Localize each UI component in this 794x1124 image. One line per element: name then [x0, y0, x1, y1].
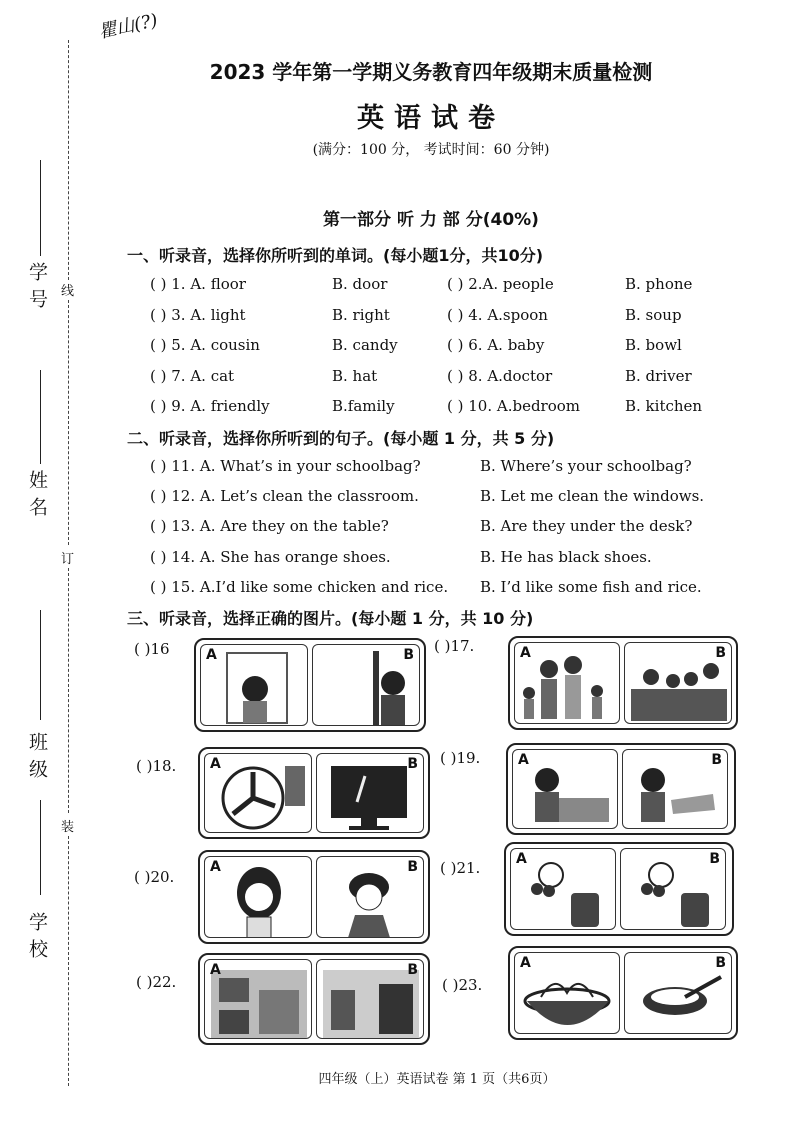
picture-pair-22	[198, 953, 430, 1045]
question-16: ( )16	[134, 640, 170, 658]
seal-dashed-line	[68, 836, 69, 1086]
school-line	[40, 800, 41, 895]
question-20: ( )20.	[134, 868, 175, 886]
word-question-7: ( ) 7. A. cat	[150, 366, 235, 385]
seal-char-line: 线	[61, 284, 75, 299]
word-question-4: ( ) 4. A.spoon	[447, 305, 548, 324]
picture-17-a[interactable]	[514, 642, 620, 724]
boy-at-door-picture	[201, 645, 308, 726]
sentence-question-12: ( ) 12. A. Let’s clean the classroom.	[150, 487, 419, 506]
option-b-label: B	[715, 645, 726, 661]
option-b-label: B	[709, 851, 720, 867]
seal-dashed-line	[68, 300, 69, 545]
school-label: 学校	[26, 912, 48, 966]
student-id-label: 学号	[26, 262, 48, 316]
option-b-label: B	[407, 962, 418, 978]
class-label: 班级	[26, 732, 48, 786]
section-two-title: 二、听录音，选择你所听到的句子。(每小题 1 分，共 5 分)	[127, 429, 555, 448]
picture-16-b[interactable]	[312, 644, 420, 726]
kitchen-room-picture	[205, 960, 312, 1039]
seal-char-order: 订	[61, 552, 75, 567]
picture-pair-20	[198, 850, 430, 944]
page-footer: 四年级（上）英语试卷 第 1 页（共6页）	[318, 1072, 556, 1087]
word-question-9: ( ) 9. A. friendly	[150, 397, 270, 415]
picture-pair-16	[194, 638, 426, 732]
sentence-option-b-11: B. Where’s your schoolbag?	[480, 457, 692, 475]
picture-17-b[interactable]	[624, 642, 732, 724]
word-option-b-9: B.family	[332, 397, 395, 415]
sentence-option-b-15: B. I’d like some fish and rice.	[480, 577, 702, 596]
word-option-b-4: B. soup	[625, 305, 682, 324]
picture-18-b[interactable]	[316, 753, 424, 833]
picture-21-a[interactable]	[510, 848, 616, 930]
option-a-label: A	[206, 647, 217, 663]
picture-23-b[interactable]	[624, 952, 732, 1034]
picture-19-a[interactable]	[512, 749, 618, 829]
option-b-label: B	[711, 752, 722, 768]
picture-pair-23	[508, 946, 738, 1040]
word-option-b-3: B. right	[332, 305, 390, 324]
word-question-5: ( ) 5. A. cousin	[150, 336, 260, 354]
picture-20-a[interactable]	[204, 856, 312, 938]
exam-title: 2023 学年第一学期义务教育四年级期末质量检测	[209, 60, 653, 84]
word-option-b-2: B. phone	[625, 275, 693, 293]
picture-22-a[interactable]	[204, 959, 312, 1039]
picture-19-b[interactable]	[622, 749, 728, 829]
option-a-label: A	[520, 955, 531, 971]
exam-info: (满分：100 分， 考试时间：60 分钟)	[312, 142, 550, 158]
option-b-label: B	[403, 647, 414, 663]
word-option-b-8: B. driver	[625, 366, 692, 385]
fan-picture	[205, 754, 312, 833]
picture-pair-18	[198, 747, 430, 839]
part-one-title: 第一部分 听 力 部 分(40%)	[323, 210, 539, 230]
sentence-question-15: ( ) 15. A.I’d like some chicken and rice.	[150, 577, 449, 596]
question-23: ( )23.	[442, 976, 483, 994]
picture-20-b[interactable]	[316, 856, 424, 938]
picture-pair-21	[504, 842, 734, 936]
picture-21-b[interactable]	[620, 848, 726, 930]
word-option-b-1: B. door	[332, 275, 388, 293]
subject-title: 英语试卷	[357, 103, 505, 134]
option-a-label: A	[210, 859, 221, 875]
question-18: ( )18.	[136, 757, 177, 775]
section-one-title: 一、听录音，选择你所听到的单词。(每小题1分，共10分)	[127, 246, 544, 265]
option-b-label: B	[715, 955, 726, 971]
word-question-6: ( ) 6. A. baby	[447, 336, 545, 354]
picture-pair-19	[506, 743, 736, 835]
seal-char-bind: 装	[61, 820, 75, 835]
seal-dashed-line	[68, 568, 69, 813]
option-a-label: A	[518, 752, 529, 768]
question-21: ( )21.	[440, 859, 481, 877]
picture-23-a[interactable]	[514, 952, 620, 1034]
section-three-title: 三、听录音，选择正确的图片。(每小题 1 分，共 10 分)	[127, 609, 534, 628]
option-a-label: A	[520, 645, 531, 661]
handwritten-signature: 瞿山(?)	[96, 9, 160, 43]
sentence-option-b-12: B. Let me clean the windows.	[480, 487, 705, 506]
sentence-question-14: ( ) 14. A. She has orange shoes.	[150, 547, 391, 566]
picture-16-a[interactable]	[200, 644, 308, 726]
option-b-label: B	[407, 859, 418, 875]
sentence-question-11: ( ) 11. A. What’s in your schoolbag?	[150, 457, 421, 475]
picture-18-a[interactable]	[204, 753, 312, 833]
girl-picture	[205, 857, 312, 938]
question-19: ( )19.	[440, 749, 481, 767]
question-22: ( )22.	[136, 973, 177, 991]
word-question-1: ( ) 1. A. floor	[150, 275, 246, 293]
sentence-question-13: ( ) 13. A. Are they on the table?	[150, 517, 389, 536]
option-b-label: B	[407, 756, 418, 772]
word-option-b-5: B. candy	[332, 336, 398, 354]
sentence-option-b-14: B. He has black shoes.	[480, 547, 652, 566]
word-question-10: ( ) 10. A.bedroom	[447, 397, 581, 415]
sentence-option-b-13: B. Are they under the desk?	[480, 517, 693, 536]
question-17: ( )17.	[434, 637, 475, 655]
picture-22-b[interactable]	[316, 959, 424, 1039]
word-option-b-10: B. kitchen	[625, 397, 703, 415]
word-question-2: ( ) 2.A. people	[447, 275, 554, 293]
option-a-label: A	[210, 962, 221, 978]
name-line	[40, 370, 41, 464]
word-question-3: ( ) 3. A. light	[150, 305, 246, 324]
name-label: 姓名	[26, 470, 48, 524]
option-a-label: A	[516, 851, 527, 867]
option-a-label: A	[210, 756, 221, 772]
class-line	[40, 610, 41, 720]
word-option-b-6: B. bowl	[625, 336, 682, 354]
word-option-b-7: B. hat	[332, 366, 378, 385]
word-question-8: ( ) 8. A.doctor	[447, 366, 553, 385]
picture-pair-17	[508, 636, 738, 730]
